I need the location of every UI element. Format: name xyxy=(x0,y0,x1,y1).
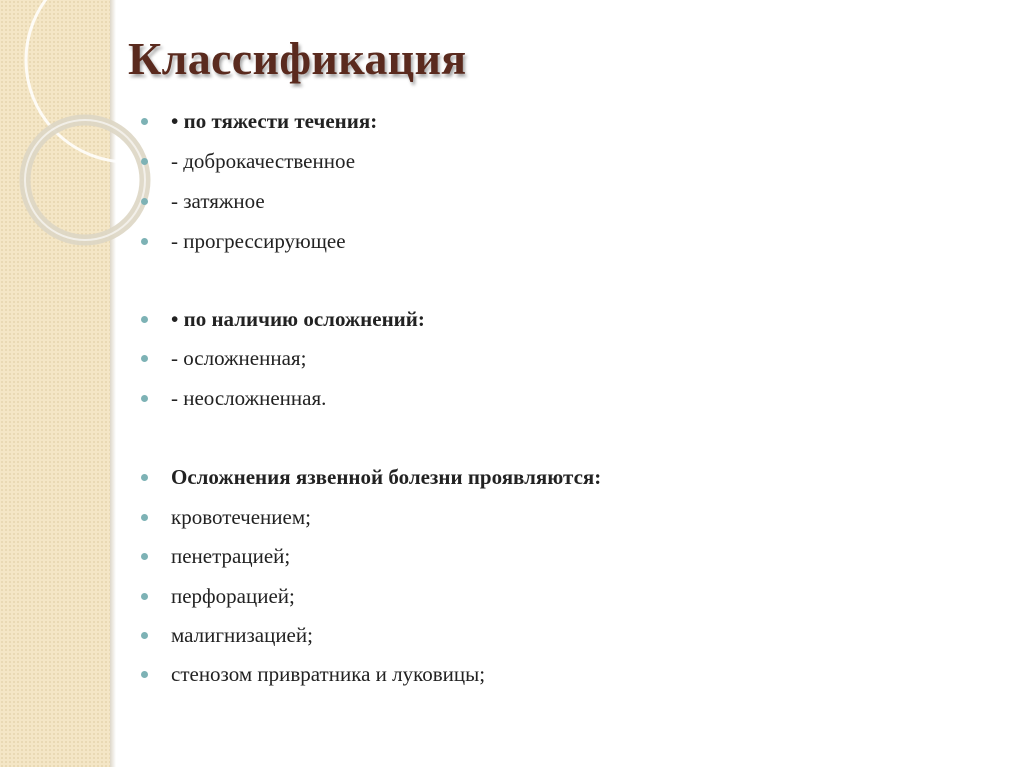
list-item xyxy=(141,384,326,412)
bullet-icon xyxy=(141,238,148,245)
list-item-text: - прогрессирующее xyxy=(171,228,346,253)
list-item xyxy=(141,503,311,531)
bullet-icon xyxy=(141,553,148,560)
bullet-icon xyxy=(141,632,148,639)
list-item-text: перфорацией; xyxy=(171,583,295,608)
bullet-icon xyxy=(141,671,148,678)
list-item xyxy=(141,542,290,570)
list-item-text: пенетрацией; xyxy=(171,543,291,568)
list-item-text: • по наличию осложнений: xyxy=(171,306,425,331)
list-item xyxy=(141,305,425,333)
list-item-text: Осложнения язвенной болезни проявляются: xyxy=(171,464,602,489)
list-item xyxy=(141,147,355,175)
bullet-icon xyxy=(141,198,148,205)
slide-title: Классификация xyxy=(128,33,467,84)
bullet-icon xyxy=(141,593,148,600)
list-item-text: кровотечением; xyxy=(171,504,311,529)
bullet-icon xyxy=(141,118,148,125)
list-item xyxy=(141,107,377,135)
list-item-text: - осложненная; xyxy=(171,345,307,370)
list-item xyxy=(141,227,346,255)
list-item xyxy=(141,187,265,215)
list-item-text: - неосложненная. xyxy=(171,385,327,410)
bullet-icon xyxy=(141,158,148,165)
list-item xyxy=(141,344,306,372)
bullet-icon xyxy=(141,474,148,481)
list-item-text: - затяжное xyxy=(171,188,265,213)
list-item xyxy=(141,582,295,610)
list-item xyxy=(141,463,601,491)
bullet-icon xyxy=(141,395,148,402)
list-item-text: • по тяжести течения: xyxy=(171,108,378,133)
list-item-text: - доброкачественное xyxy=(171,148,356,173)
bullet-icon xyxy=(141,316,148,323)
list-item xyxy=(141,621,313,649)
bullet-icon xyxy=(141,514,148,521)
list-item-text: малигнизацией; xyxy=(171,622,313,647)
list-item-text: стенозом привратника и луковицы; xyxy=(171,661,486,686)
bullet-icon xyxy=(141,355,148,362)
list-item xyxy=(141,660,485,688)
